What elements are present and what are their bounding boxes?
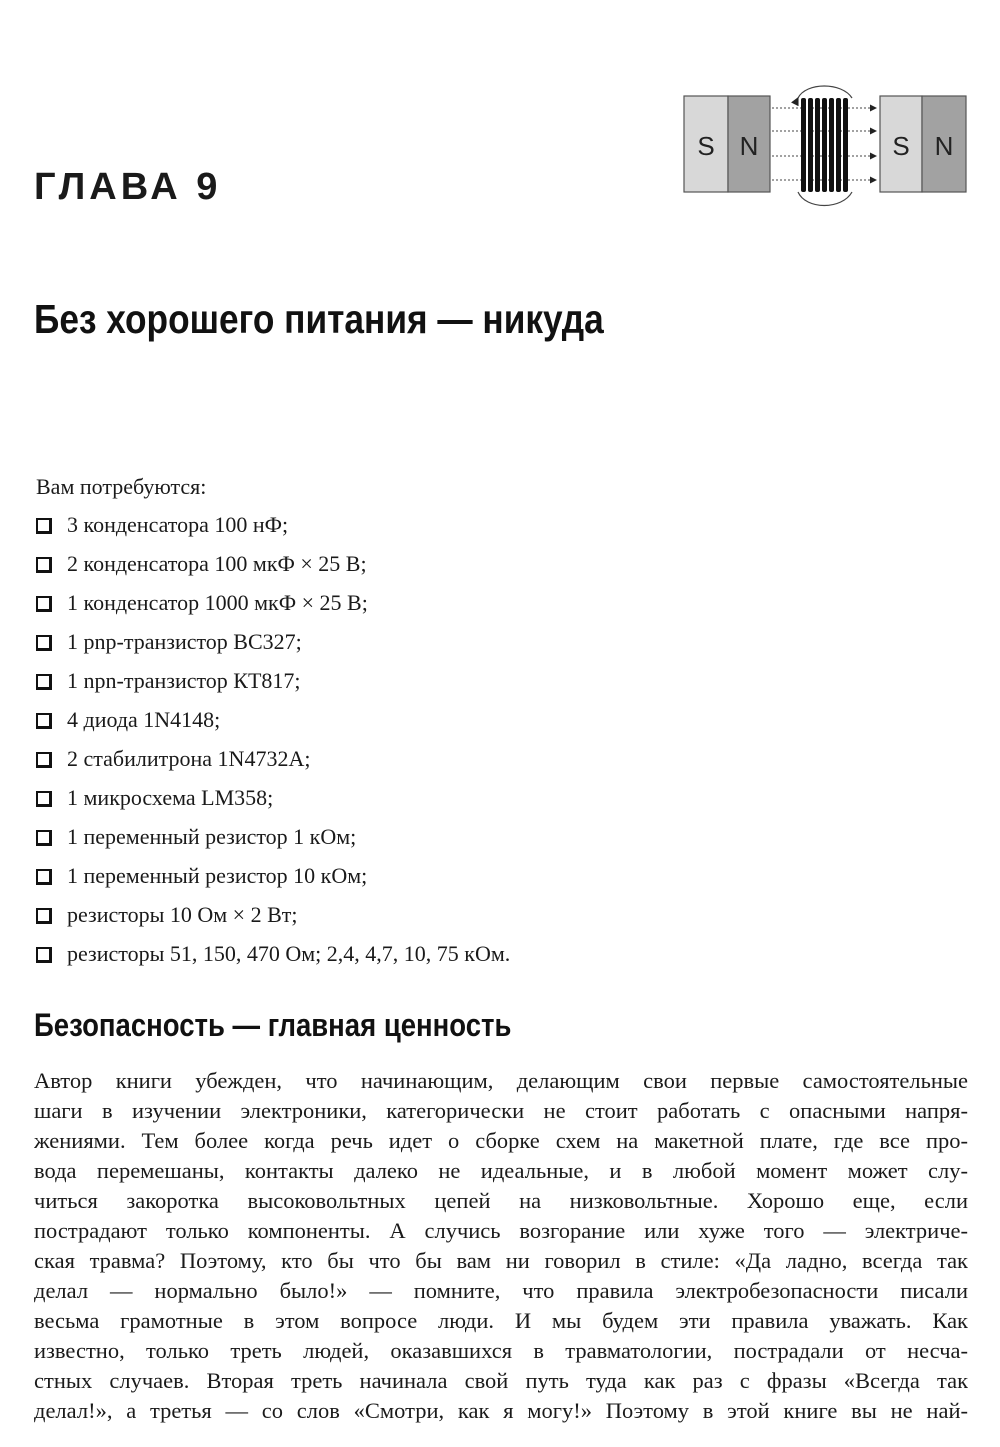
field-loop-top	[798, 86, 852, 98]
left-magnet-n-label: N	[739, 131, 759, 161]
list-item: 2 стабилитрона 1N4732A;	[34, 742, 510, 781]
parts-list	[34, 508, 510, 976]
checkbox-bullet-icon	[36, 869, 52, 885]
paragraph-line: Автор книги убежден, что начинающим, делающим свои первые самостоятельные	[34, 1068, 968, 1093]
section-heading: Безопасность — главная ценность	[34, 1007, 512, 1043]
field-loop-bottom	[798, 192, 852, 206]
list-item: 4 диода 1N4148;	[34, 703, 510, 742]
paragraph-line: известно, только треть людей, оказавшихся в травматологии, пострадали от несча-	[34, 1338, 968, 1363]
list-item: 1 переменный резистор 10 кОм;	[34, 859, 510, 898]
paragraph-line: шаги в изучении электроники, категорически не стоит работать с опасными напря-	[34, 1098, 968, 1123]
right-magnet-n-label: N	[934, 131, 954, 161]
paragraph-line: стных случаев. Вторая треть начинала свой путь туда как раз с фразы «Всегда так	[34, 1368, 968, 1393]
checkbox-bullet-icon	[36, 674, 52, 690]
paragraph-line: делал!», а третья — со слов «Смотри, как я могу!» Поэтому в этой книге вы не най-	[34, 1398, 968, 1423]
paragraph-line: вода перемешаны, контакты далеко не идеальные, и в любой момент может слу-	[34, 1158, 968, 1183]
list-item: резисторы 10 Ом × 2 Вт;	[34, 898, 510, 937]
checkbox-bullet-icon	[36, 752, 52, 768]
checkbox-bullet-icon	[36, 713, 52, 729]
left-magnet-s-label: S	[697, 131, 715, 161]
checkbox-bullet-icon	[36, 635, 52, 651]
chapter-title: Без хорошего питания — никуда	[34, 296, 604, 342]
checkbox-bullet-icon	[36, 908, 52, 924]
checkbox-bullet-icon	[36, 947, 52, 963]
magnets-coil-emblem	[682, 84, 970, 216]
paragraph-line: пострадают только компоненты. А случись возгорание или хуже того — электриче-	[34, 1218, 968, 1243]
paragraph-line: весьма грамотные в этом вопросе люди. И мы будем эти правила уважать. Как	[34, 1308, 968, 1333]
checkbox-bullet-icon	[36, 518, 52, 534]
chapter-label: ГЛАВА 9	[34, 166, 222, 208]
list-item: 1 конденсатор 1000 мкФ × 25 В;	[34, 586, 510, 625]
paragraph-line: жениями. Тем более когда речь идет о сборке схем на макетной плате, где все про-	[34, 1128, 968, 1153]
checkbox-bullet-icon	[36, 791, 52, 807]
list-item: 2 конденсатора 100 мкФ × 25 В;	[34, 547, 510, 586]
list-item: резисторы 51, 150, 470 Ом; 2,4, 4,7, 10, 75 кОм.	[34, 937, 510, 976]
body-paragraph	[34, 1066, 968, 1426]
right-magnet-s-label: S	[892, 131, 910, 161]
parts-intro: Вам потребуются:	[36, 474, 207, 499]
paragraph-line: ская травма? Поэтому, кто бы что бы вам ни говорил в стиле: «Да ладно, всегда так	[34, 1248, 968, 1273]
list-item: 3 конденсатора 100 нФ;	[34, 508, 510, 547]
coil	[801, 98, 848, 192]
paragraph-line: делал — нормально было!» — помните, что правила электробезопасности писали	[34, 1278, 968, 1303]
list-item: 1 переменный резистор 1 кОм;	[34, 820, 510, 859]
checkbox-bullet-icon	[36, 830, 52, 846]
list-item: 1 микросхема LM358;	[34, 781, 510, 820]
checkbox-bullet-icon	[36, 596, 52, 612]
list-item: 1 pnp-транзистор BC327;	[34, 625, 510, 664]
list-item: 1 npn-транзистор КТ817;	[34, 664, 510, 703]
paragraph-line: читься закоротка высоковольтных цепей на низковольтные. Хорошо еще, если	[34, 1188, 968, 1213]
checkbox-bullet-icon	[36, 557, 52, 573]
